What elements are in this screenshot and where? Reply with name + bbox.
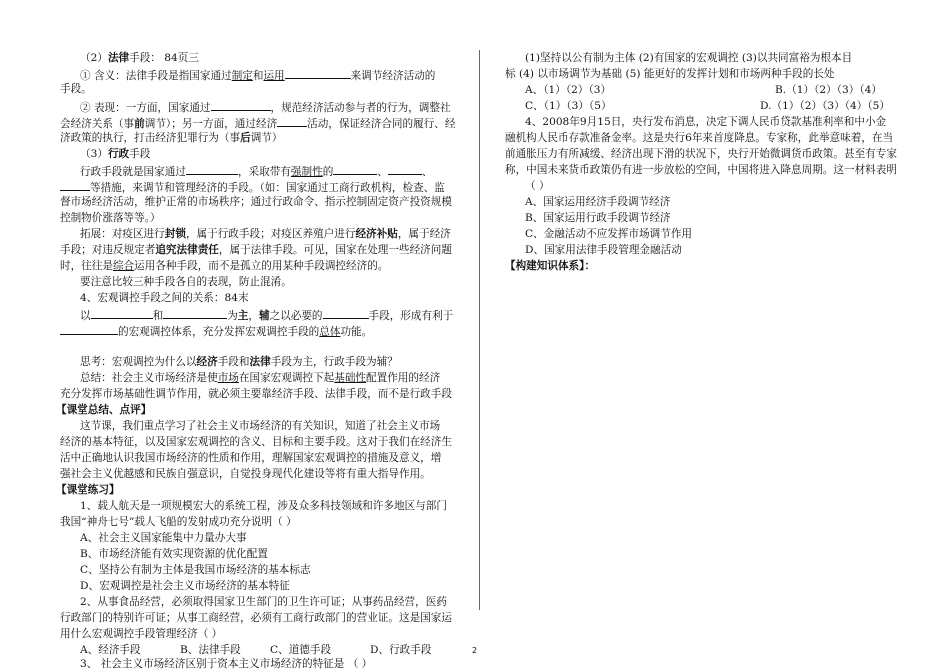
text: ，规范经济活动参与者的行为，调整社 [270, 102, 451, 114]
text: 济政策的执行，打击经济犯罪行为（事 [60, 132, 241, 144]
text-bold: 经济 [196, 356, 218, 368]
text-line: 充分发挥市场基础性调节作用，就必须主要靠经济手段、法律手段，而不是行政手段 [60, 388, 452, 400]
text: 调节） [250, 132, 283, 144]
law-heading [80, 51, 199, 65]
column-divider [479, 50, 480, 610]
text: 调节）；另一方面，通过经济 [144, 118, 278, 130]
text-line [60, 259, 388, 273]
text-line [60, 179, 445, 195]
admin-heading [80, 147, 150, 161]
section-heading-build: 【构建知识体系】： [505, 260, 596, 272]
text: （2） [80, 52, 108, 64]
answer-paren[interactable]: （ ） [525, 180, 550, 192]
page-number: 2 [472, 646, 478, 655]
text: ，属于法律手段。可见，国家在处理一些经济问题 [218, 244, 452, 256]
text: 的宏观调控体系，充分发挥宏观调控手段的 [118, 326, 320, 338]
text-line: 这节课，我们重点学习了社会主义市场经济的有关知识，知道了社会主义市场 [80, 420, 441, 432]
text-line: 行政部门的特别许可证；从事工商经营，必须有工商行政部门的营业证。这是国家运 [60, 612, 452, 624]
option[interactable]: B、国家运用行政手段调节经济 [525, 212, 671, 224]
conclusion-line [80, 371, 440, 385]
extension-line [80, 227, 451, 241]
text: ，属于经济 [397, 228, 451, 240]
text: 运用各种手段，而不是孤立的用某种手段调控经济的。 [134, 260, 389, 272]
option[interactable]: B、市场经济能有效实现资源的优化配置 [80, 548, 268, 560]
text-bold: 行政 [107, 148, 130, 160]
option[interactable]: C、道德手段 [270, 644, 332, 656]
text: 、 [421, 166, 433, 178]
text: 为 [227, 310, 238, 322]
text-line: 融机构人民币存款准备金率。这是央行6年来首度降息。专家称，此举意味着，在当 [505, 132, 894, 144]
text-underlined: 总体 [319, 326, 341, 338]
text-underlined: 运用 [263, 70, 285, 82]
text-bold: 法律 [249, 356, 271, 368]
text-line: 强社会主义优越感和民族自强意识，自觉投身现代化建设等将有重大指导作用。 [60, 468, 431, 480]
text-bold: 主 [237, 310, 249, 322]
fill-blank[interactable] [163, 307, 227, 319]
question-2: 2、从事食品经营，必须取得国家卫生部门的卫生许可证；从事药品经营，医药 [80, 596, 447, 608]
option[interactable]: D、宏观调控是社会主义市场经济的基本特征 [80, 580, 290, 592]
text-line: 我国“神舟七号”载人飞船的发射成功充分说明（ ） [60, 516, 297, 528]
text: 和 [152, 310, 164, 322]
text: 行政手段就是国家通过 [80, 166, 186, 178]
text: 手段： 84页三 [129, 52, 199, 64]
text: 在国家宏观调控下起 [238, 372, 335, 384]
text-bold: 法律 [107, 52, 130, 64]
relation-line [80, 307, 453, 323]
option[interactable]: B.（1）（2）（3）（4） [775, 84, 882, 96]
option[interactable]: A、（1）（2）（3） [525, 84, 612, 96]
text: ① 含义：法律手段是指国家通过 [80, 70, 232, 82]
question-1: 1、载人航天是一项规模宏大的系统工程，涉及众多科技领域和许多地区与部门 [80, 500, 447, 512]
text-line [60, 323, 372, 339]
text-bold: 追究法律责任 [155, 244, 219, 256]
text-bold: 经济补贴 [355, 228, 398, 240]
option[interactable]: D.（1）（2）（3）（4）（5） [760, 100, 890, 112]
fill-blank[interactable] [60, 179, 90, 191]
option[interactable]: C、（1）（3）（5） [525, 100, 612, 112]
text: 之以必要的 [269, 310, 323, 322]
option[interactable]: C、金融活动不应发挥市场调节作用 [525, 228, 693, 240]
text-line: 称，中国未来货币政策仍有进一步放松的空间，中国将进入降息周期。这一材料表明 [505, 164, 897, 176]
option[interactable]: D、行政手段 [370, 644, 432, 656]
text: 手段为主，行政手段为辅？ [270, 356, 398, 368]
admin-definition [80, 163, 432, 179]
text: 等措施，来调节和管理经济的手段。（如：国家通过工商行政机构，检查、监 [90, 182, 445, 194]
text: 和 [252, 70, 264, 82]
text-line [60, 131, 282, 145]
text-line: 手段。 [60, 83, 92, 95]
text-line: 活中正确地认识我国市场经济的性质和作用，理解国家宏观调控的措施及意义，增 [60, 452, 442, 464]
text: ，属于行政手段；对疫区养殖户进行 [185, 228, 356, 240]
text-line: 前通胀压力有所减缓、经济出现下滑的状况下，央行开始微调货币政策。甚至有专家 [505, 148, 897, 160]
option[interactable]: B、法律手段 [180, 644, 241, 656]
option[interactable]: A、社会主义国家能集中力量办大事 [80, 532, 247, 544]
text-line: 要注意比较三种手段各自的表现，防止混淆。 [80, 276, 292, 288]
question-3: 3、 社会主义市场经济区别于资本主义市场经济的特征是 （ ） [80, 658, 373, 670]
text-bold: 前 [134, 118, 145, 130]
section-heading-practice: 【课堂练习】 [56, 484, 120, 496]
text-line: 用什么宏观调控手段管理经济（ ） [60, 628, 223, 640]
text: ② 表现：一方面，国家通过 [80, 102, 211, 114]
text: 手段和 [217, 356, 250, 368]
law-definition [80, 67, 435, 83]
fill-blank[interactable] [333, 163, 377, 175]
text: 手段 [129, 148, 151, 160]
option[interactable]: A、国家运用经济手段调节经济 [525, 196, 671, 208]
text-line: 标 (4) 以市场调节为基础 (5) 能更好的发挥计划和市场两种手段的长处 [505, 68, 835, 80]
option[interactable]: D、国家用法律手段管理金融活动 [525, 244, 682, 256]
law-performance [80, 99, 451, 115]
text: 功能。 [340, 326, 373, 338]
text-line: 经济的基本特征，以及国家宏观调控的含义、目标和主要手段。这对于我们在经济生 [60, 436, 452, 448]
text: 时，往往是 [60, 260, 113, 272]
relation-heading: 4、宏观调控手段之间的关系：84末 [80, 292, 249, 304]
text: 来调节经济活动的 [350, 70, 436, 82]
text: ， [248, 310, 259, 322]
text: 拓展：对疫区进行 [80, 228, 165, 240]
text: 手段；对违反规定者 [60, 244, 156, 256]
fill-blank[interactable] [285, 67, 351, 79]
text-line [60, 243, 452, 257]
text: 总结：社会主义市场经济是使 [80, 372, 218, 384]
fill-blank[interactable] [323, 307, 369, 319]
text: 配置作用的经济 [366, 372, 441, 384]
text-line: (1)坚持以公有制为主体 (2)有国家的宏观调控 (3)以共同富裕为根本目 [525, 52, 853, 64]
text: 活动，保证经济合同的履行、经 [307, 118, 456, 130]
text-underlined: 强制性 [290, 166, 323, 178]
fill-blank[interactable] [60, 323, 118, 335]
question-4: 4、2008年9月15日，央行发布消息，决定下调人民币贷款基准利率和中小金 [525, 116, 887, 128]
text: 、 [377, 166, 388, 178]
text: 思考：宏观调控为什么以 [80, 356, 197, 368]
think-line [80, 355, 398, 369]
text-line: 控制物价涨落等等。） [60, 212, 161, 224]
text-underlined: 综合 [112, 260, 135, 272]
text-line [60, 115, 455, 131]
text: 手段，形成有利于 [368, 310, 454, 322]
text-underlined: 市场 [217, 372, 239, 384]
option[interactable]: C、坚持公有制为主体是我国市场经济的基本标志 [80, 564, 311, 576]
text-bold: 封锁 [164, 228, 186, 240]
fill-blank[interactable] [91, 307, 153, 319]
text: ，采取带有 [237, 166, 291, 178]
text: （3） [80, 148, 108, 160]
text-underlined: 制定 [231, 70, 253, 82]
section-heading-summary: 【课堂总结、点评】 [56, 404, 152, 416]
fill-blank[interactable] [211, 99, 271, 111]
fill-blank[interactable] [186, 163, 238, 175]
text-bold: 后 [240, 132, 251, 144]
text: 会经济关系（事 [60, 118, 135, 130]
text-bold: 辅 [258, 310, 270, 322]
text: 的 [322, 166, 334, 178]
option[interactable]: A、经济手段 [80, 644, 141, 656]
text-line: 督市场经济活动，维护正常的市场秩序；通过行政命令、指示控制固定资产投资规模 [60, 196, 452, 208]
text: 以 [80, 310, 91, 322]
fill-blank[interactable] [388, 163, 422, 175]
text-underlined: 基础性 [334, 372, 367, 384]
fill-blank[interactable] [277, 115, 307, 127]
